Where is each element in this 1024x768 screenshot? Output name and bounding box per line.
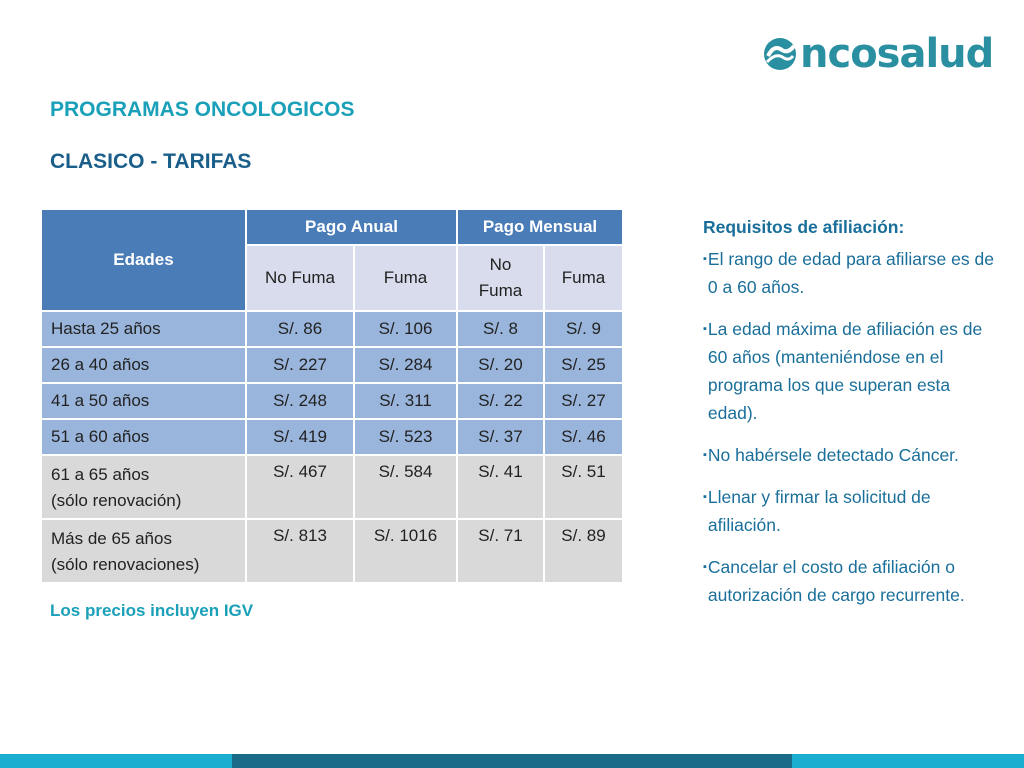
price-cell: S/. 311	[354, 383, 457, 419]
table-row	[41, 455, 623, 519]
price-cell: S/. 89	[544, 519, 623, 583]
table-row	[41, 519, 623, 583]
price-cell: S/. 106	[354, 311, 457, 347]
sub-header-no-fuma-anual: No Fuma	[246, 245, 354, 311]
square-bullet-icon: ▪	[703, 449, 707, 461]
price-cell: S/. 20	[457, 347, 544, 383]
logo-o-icon	[762, 34, 798, 74]
price-cell: S/. 248	[246, 383, 354, 419]
requirements-panel	[703, 213, 998, 623]
group-header-anual: Pago Anual	[246, 209, 457, 245]
requirement-text: Llenar y firmar la solicitud de afiliación.	[707, 487, 931, 535]
table-row	[41, 419, 623, 455]
logo-text: ncosalud	[800, 31, 994, 77]
requirement-item	[703, 441, 998, 469]
price-cell: S/. 523	[354, 419, 457, 455]
table-row	[41, 347, 623, 383]
age-cell: 26 a 40 años	[41, 347, 246, 383]
footer-bar	[0, 754, 1024, 768]
requirement-item	[703, 315, 998, 427]
sub-header-no-fuma-mensual-line2: Fuma	[478, 281, 523, 300]
price-note: Los precios incluyen IGV	[50, 601, 254, 620]
square-bullet-icon: ▪	[703, 323, 707, 335]
price-cell: S/. 46	[544, 419, 623, 455]
age-label: Más de 65 años	[51, 529, 172, 548]
footer-bar-segment	[232, 754, 792, 768]
price-cell: S/. 51	[544, 455, 623, 519]
requirement-item	[703, 245, 998, 301]
price-cell: S/. 419	[246, 419, 354, 455]
price-cell: S/. 467	[246, 455, 354, 519]
requirement-text: La edad máxima de afiliación es de 60 años (manteniéndose en el programa los que superan esta edad).	[707, 319, 983, 423]
square-bullet-icon: ▪	[703, 561, 707, 573]
footer-bar-segment	[0, 754, 232, 768]
age-cell: Hasta 25 años	[41, 311, 246, 347]
price-cell: S/. 37	[457, 419, 544, 455]
page-subtitle: CLASICO - TARIFAS	[50, 150, 252, 173]
price-cell: S/. 813	[246, 519, 354, 583]
price-cell: S/. 41	[457, 455, 544, 519]
table-row	[41, 383, 623, 419]
requirement-item	[703, 483, 998, 539]
price-cell: S/. 227	[246, 347, 354, 383]
price-cell: S/. 22	[457, 383, 544, 419]
page-title: PROGRAMAS ONCOLOGICOS	[50, 98, 355, 121]
price-cell: S/. 27	[544, 383, 623, 419]
age-cell	[41, 519, 246, 583]
tariff-table	[40, 208, 624, 584]
col-header-edades: Edades	[41, 209, 246, 311]
price-cell: S/. 9	[544, 311, 623, 347]
square-bullet-icon: ▪	[703, 253, 707, 265]
age-label: 61 a 65 años	[51, 465, 150, 484]
square-bullet-icon: ▪	[703, 491, 707, 503]
sub-header-no-fuma-mensual-line1: No	[489, 255, 512, 274]
age-note: (sólo renovación)	[51, 491, 182, 510]
group-header-mensual: Pago Mensual	[457, 209, 623, 245]
age-note: (sólo renovaciones)	[51, 555, 200, 574]
age-cell	[41, 455, 246, 519]
table-row	[41, 311, 623, 347]
price-cell: S/. 8	[457, 311, 544, 347]
sub-header-no-fuma-mensual	[457, 245, 544, 311]
requirement-text: Cancelar el costo de afiliación o autorización de cargo recurrente.	[707, 557, 965, 605]
age-cell: 41 a 50 años	[41, 383, 246, 419]
price-cell: S/. 25	[544, 347, 623, 383]
price-cell: S/. 584	[354, 455, 457, 519]
requirement-text: El rango de edad para afiliarse es de 0 a 60 años.	[707, 249, 994, 297]
age-cell: 51 a 60 años	[41, 419, 246, 455]
oncosalud-logo	[762, 30, 1002, 78]
requirement-text: No habérsele detectado Cáncer.	[707, 445, 959, 465]
price-cell: S/. 1016	[354, 519, 457, 583]
sub-header-fuma-mensual: Fuma	[544, 245, 623, 311]
footer-bar-segment	[792, 754, 1024, 768]
price-cell: S/. 284	[354, 347, 457, 383]
price-cell: S/. 71	[457, 519, 544, 583]
requirement-item	[703, 553, 998, 609]
price-cell: S/. 86	[246, 311, 354, 347]
requirements-title: Requisitos de afiliación:	[703, 217, 905, 237]
sub-header-fuma-anual: Fuma	[354, 245, 457, 311]
